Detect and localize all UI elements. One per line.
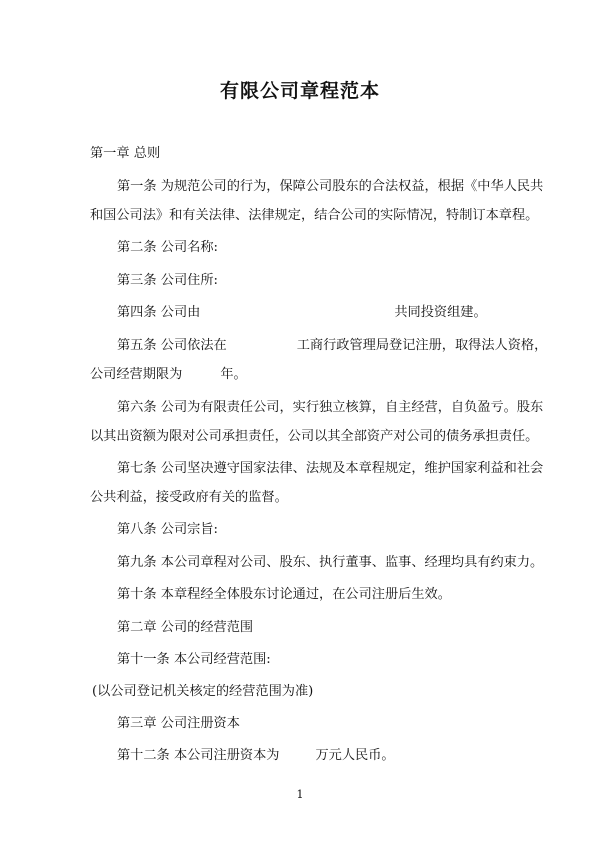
page-number: 1 bbox=[296, 788, 304, 801]
article-3: 第三条 公司住所: bbox=[117, 273, 218, 288]
chapter-2-heading: 第二章 公司的经营范围 bbox=[117, 620, 254, 635]
article-7: 第七条 公司坚决遵守国家法律、法规及本章程规定，维护国家利益和社会 公共利益，接受政府有关的监督。 bbox=[90, 461, 544, 505]
article-4-part-a: 第四条 公司由 bbox=[117, 305, 201, 320]
article-4-part-b: 共同投资组建。 bbox=[394, 305, 487, 320]
article-12-part-b: 万元人民币。 bbox=[315, 748, 395, 763]
article-11-note: (以公司登记机关核定的经营范围为准) bbox=[92, 684, 314, 699]
article-10: 第十条 本章程经全体股东讨论通过，在公司注册后生效。 bbox=[117, 587, 451, 602]
article-5-part-b: 工商行政管理局登记注册，取得法人资格， bbox=[296, 338, 548, 353]
article-8: 第八条 公司宗旨: bbox=[117, 522, 218, 537]
article-6: 第六条 公司为有限责任公司，实行独立核算，自主经营，自负盈亏。股东 以其出资额为限对公司承担责任，公司以其全部资产对公司的债务承担责任。 bbox=[90, 400, 544, 444]
article-9: 第九条 本公司章程对公司、股东、执行董事、监事、经理均具有约束力。 bbox=[117, 555, 544, 570]
article-5-part-a: 第五条 公司依法在 bbox=[117, 338, 227, 353]
article-1: 第一条 为规范公司的行为，保障公司股东的合法权益，根据《中华人民共 和国公司法》和有关法律、法律规定，结合公司的实际情况，特制订本章程。 bbox=[90, 179, 544, 223]
chapter-3-heading: 第三章 公司注册资本 bbox=[117, 716, 240, 731]
article-5 bbox=[90, 331, 548, 389]
document-title: 有限公司章程范本 bbox=[219, 80, 380, 102]
article-2: 第二条 公司名称: bbox=[117, 240, 218, 255]
article-12 bbox=[90, 741, 520, 770]
article-5-line2-part-a: 公司经营期限为 bbox=[90, 367, 183, 382]
article-4 bbox=[90, 298, 520, 327]
article-12-part-a: 第十二条 本公司注册资本为 bbox=[117, 748, 280, 763]
article-5-line2-part-b: 年。 bbox=[220, 367, 247, 382]
chapter-1-heading: 第一章 总则 bbox=[90, 146, 161, 161]
article-11: 第十一条 本公司经营范围: bbox=[117, 652, 271, 667]
